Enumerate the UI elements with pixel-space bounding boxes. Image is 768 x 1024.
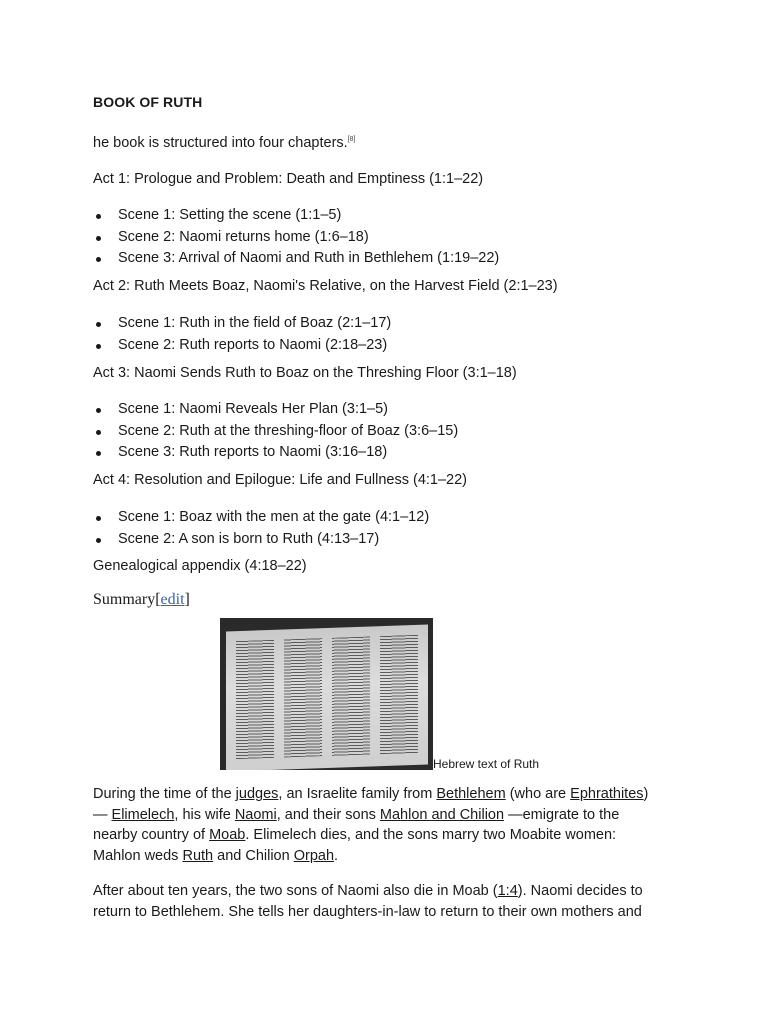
citation-ref[interactable]: [8]: [347, 136, 356, 143]
text-segment: (who are: [505, 786, 571, 802]
act-3-heading: Act 3: Naomi Sends Ruth to Boaz on the Threshing Floor (3:1–18): [93, 365, 517, 381]
text-segment: , his wife: [174, 806, 235, 823]
act-4-heading: Act 4: Resolution and Epilogue: Life and Fullness (4:1–22): [93, 472, 468, 488]
text-segment: return to Bethlehem. She tells her daughters-in-law to return to their own mothers and: [93, 903, 642, 920]
text-segment: . Elimelech dies, and the sons marry two Moabite women:: [245, 827, 617, 844]
text-segment: , and their sons: [276, 806, 380, 823]
text-segment: ): [643, 786, 649, 802]
list-item: Scene 1: Naomi Reveals Her Plan (3:1–5): [93, 399, 458, 421]
list-item: Scene 1: Boaz with the men at the gate (4:1–12): [93, 507, 429, 529]
verse-ref-link[interactable]: 1:4: [497, 883, 518, 899]
genealogical-appendix: Genealogical appendix (4:18–22): [93, 558, 307, 574]
orpah-link[interactable]: Orpah: [293, 848, 335, 865]
intro-sentence: he book is structured into four chapters.: [93, 135, 348, 151]
list-item: Scene 3: Ruth reports to Naomi (3:16–18): [93, 442, 458, 464]
text-segment: .: [334, 848, 339, 865]
text-segment: After about ten years, the two sons of Naomi also die in Moab (: [93, 883, 498, 899]
list-item: Scene 1: Setting the scene (1:1–5): [93, 205, 499, 227]
list-item: Scene 2: A son is born to Ruth (4:13–17): [93, 529, 429, 551]
elimelech-link[interactable]: Elimelech: [111, 806, 175, 823]
ephrathites-link[interactable]: Ephrathites: [570, 786, 644, 802]
text-segment: ). Naomi decides to: [517, 883, 643, 899]
text-column: [284, 638, 322, 757]
list-item: Scene 2: Ruth reports to Naomi (2:18–23): [93, 335, 391, 357]
judges-link[interactable]: judges: [235, 786, 279, 802]
ruth-link[interactable]: Ruth: [182, 848, 214, 865]
text-column: [236, 640, 274, 759]
text-column: [332, 636, 370, 755]
summary-paragraph-1: [93, 784, 678, 867]
text-segment: During the time of the: [93, 786, 236, 802]
text-segment: —emigrate to the: [504, 806, 620, 823]
act-1-heading: Act 1: Prologue and Problem: Death and Emptiness (1:1–22): [93, 171, 484, 187]
list-item: Scene 3: Arrival of Naomi and Ruth in Bethlehem (1:19–22): [93, 248, 499, 270]
text-segment: —: [93, 806, 112, 823]
document-title: BOOK OF RUTH: [93, 94, 203, 110]
text-segment: nearby country of: [93, 827, 210, 844]
figure-caption: Hebrew text of Ruth: [433, 757, 540, 771]
scroll-parchment: [226, 624, 428, 770]
text-segment: , an Israelite family from: [278, 786, 437, 802]
edit-link[interactable]: edit: [160, 591, 185, 608]
act-4-scene-list: [93, 507, 429, 550]
text-column: [380, 635, 418, 754]
moab-link[interactable]: Moab: [209, 827, 246, 844]
act-2-heading: Act 2: Ruth Meets Boaz, Naomi's Relative, on the Harvest Field (2:1–23): [93, 278, 558, 294]
list-item: Scene 2: Naomi returns home (1:6–18): [93, 227, 499, 249]
list-item: Scene 2: Ruth at the threshing-floor of Boaz (3:6–15): [93, 421, 458, 443]
act-2-scene-list: [93, 313, 391, 356]
intro-text: [93, 135, 356, 151]
naomi-link[interactable]: Naomi: [234, 806, 277, 823]
act-3-scene-list: [93, 399, 458, 464]
summary-title: Summary: [93, 591, 156, 608]
summary-heading: [93, 591, 190, 609]
bracket-close: ]: [184, 591, 190, 608]
text-segment: Mahlon weds: [93, 848, 183, 865]
act-1-scene-list: [93, 205, 499, 270]
bethlehem-link[interactable]: Bethlehem: [436, 786, 506, 802]
bracket-open: [: [155, 591, 161, 608]
mahlon-and-chilion-link[interactable]: Mahlon and Chilion: [379, 806, 505, 823]
text-segment: and Chilion: [213, 848, 294, 865]
list-item: Scene 1: Ruth in the field of Boaz (2:1–17): [93, 313, 391, 335]
hebrew-scroll-image: [220, 618, 433, 770]
summary-paragraph-2: [93, 881, 678, 922]
